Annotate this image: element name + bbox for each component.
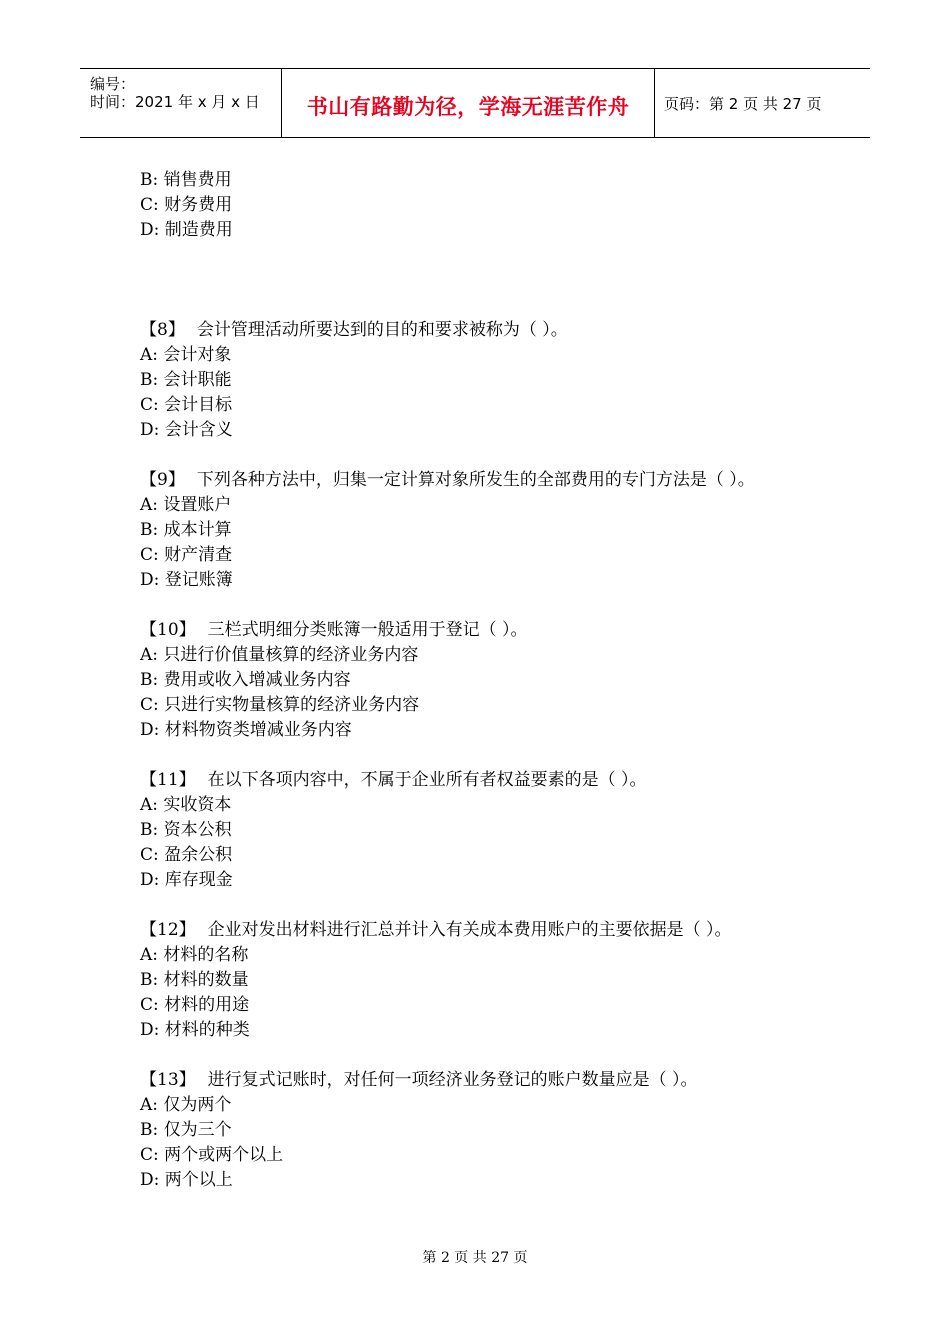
option-line: D: 会计含义	[140, 420, 233, 440]
page-header	[80, 68, 870, 138]
option-line: C: 会计目标	[140, 395, 233, 415]
question-block	[140, 918, 840, 1043]
option-line: B: 仅为三个	[140, 1120, 232, 1140]
option-line: B: 会计职能	[140, 370, 232, 390]
question-number: 【13】	[140, 1070, 196, 1090]
question-text: 三栏式明细分类账簿一般适用于登记（ ）。	[207, 620, 528, 640]
option-line: D: 材料的种类	[140, 1020, 250, 1040]
question-number: 【10】	[140, 620, 196, 640]
option-line: B: 成本计算	[140, 520, 232, 540]
option-line: C: 财产清查	[140, 545, 233, 565]
option-line: C: 两个或两个以上	[140, 1145, 284, 1165]
question-number: 【9】	[140, 470, 185, 490]
header-left-cell	[80, 69, 280, 137]
question-number: 【12】	[140, 920, 196, 940]
option-line: A: 会计对象	[140, 345, 232, 365]
option-line: A: 只进行价值量核算的经济业务内容	[140, 645, 419, 665]
option-line: A: 材料的名称	[140, 945, 249, 965]
option-line: D: 材料物资类增减业务内容	[140, 720, 352, 740]
option-line: C: 材料的用途	[140, 995, 250, 1015]
question-block	[140, 768, 840, 893]
option-line: A: 仅为两个	[140, 1095, 232, 1115]
motto: 书山有路勤为径，学海无涯苦作舟	[306, 95, 630, 119]
option-line: C: 财务费用	[140, 195, 233, 215]
document-body	[140, 168, 840, 1193]
question-text: 下列各种方法中，归集一定计算对象所发生的全部费用的专门方法是（ ）。	[196, 470, 755, 490]
question-text: 在以下各项内容中，不属于企业所有者权益要素的是（ ）。	[207, 770, 647, 790]
option-line: A: 实收资本	[140, 795, 232, 815]
page-label: 页码：第 2 页 共 27 页	[664, 95, 822, 113]
question-block	[140, 1068, 840, 1193]
option-line: B: 资本公积	[140, 820, 232, 840]
option-line: D: 制造费用	[140, 220, 233, 240]
option-line: D: 库存现金	[140, 870, 233, 890]
page-footer: 第 2 页 共 27 页	[422, 1250, 528, 1266]
option-line: A: 设置账户	[140, 495, 232, 515]
question-text: 企业对发出材料进行汇总并计入有关成本费用账户的主要依据是（ ）。	[207, 920, 732, 940]
question-number: 【11】	[140, 770, 196, 790]
option-line: B: 销售费用	[140, 170, 232, 190]
number-label: 编号：	[90, 75, 136, 93]
question-block	[140, 318, 840, 443]
option-line: D: 登记账簿	[140, 570, 233, 590]
header-motto-cell	[281, 69, 655, 137]
question-text: 进行复式记账时，对任何一项经济业务登记的账户数量应是（ ）。	[207, 1070, 698, 1090]
header-right-cell	[654, 69, 870, 137]
option-line: B: 费用或收入增减业务内容	[140, 670, 351, 690]
time-label: 时间：2021 年 x 月 x 日	[90, 93, 260, 111]
question-text: 会计管理活动所要达到的目的和要求被称为（ ）。	[196, 320, 568, 340]
question-block	[140, 618, 840, 743]
option-line: C: 盈余公积	[140, 845, 233, 865]
question-number: 【8】	[140, 320, 185, 340]
option-line: D: 两个以上	[140, 1170, 233, 1190]
option-line: B: 材料的数量	[140, 970, 249, 990]
option-line: C: 只进行实物量核算的经济业务内容	[140, 695, 420, 715]
question-block	[140, 468, 840, 593]
